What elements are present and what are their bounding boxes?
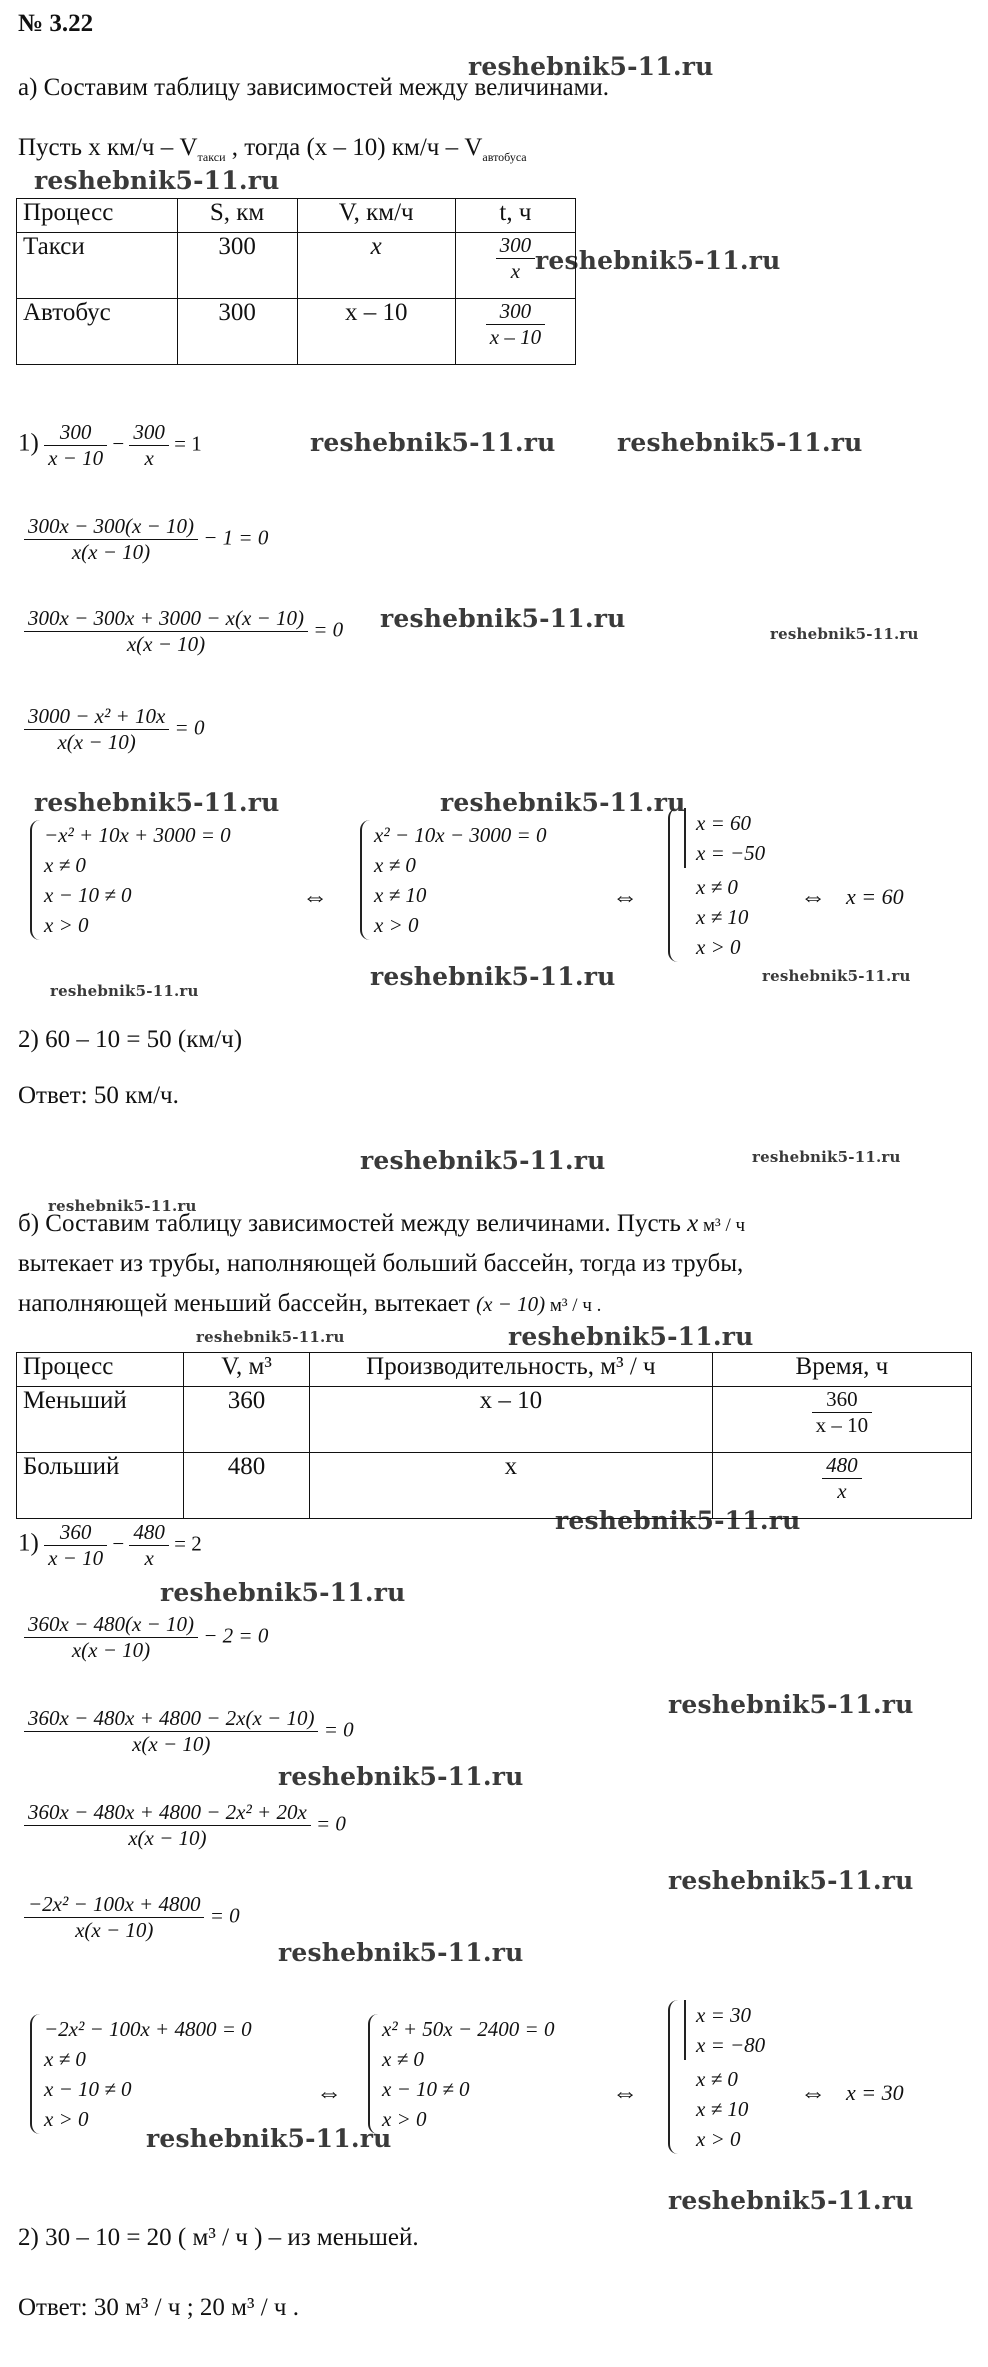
table-cell: $\frac{360}{x - 10}$ (712, 1387, 971, 1453)
watermark: reshebnik5-11.ru (34, 166, 280, 195)
table-header: V, м³ (184, 1353, 310, 1387)
table-header: t, ч (455, 199, 575, 233)
problem-number: № 3.22 (18, 10, 94, 37)
result: x = 60 (846, 884, 904, 909)
watermark: reshebnik5-11.ru (668, 1866, 914, 1895)
watermark: reshebnik5-11.ru (380, 604, 626, 633)
watermark: reshebnik5-11.ru (468, 52, 714, 81)
part-b-intro: вытекает из трубы, наполняющей больший бассейн, тогда из трубы, (18, 1250, 744, 1277)
watermark: reshebnik5-11.ru (770, 625, 919, 643)
table-cell: x – 10 (310, 1387, 713, 1453)
watermark: reshebnik5-11.ru (34, 788, 280, 817)
table-cell: Такси (17, 233, 178, 299)
table-header: Процесс (17, 199, 178, 233)
watermark: reshebnik5-11.ru (762, 967, 911, 985)
table-header: Процесс (17, 1353, 184, 1387)
result: x = 30 (846, 2080, 904, 2105)
table-header: Производительность, м³ / ч (310, 1353, 713, 1387)
watermark: reshebnik5-11.ru (668, 2186, 914, 2215)
table-cell: x – 10 (297, 299, 455, 365)
watermark: reshebnik5-11.ru (196, 1328, 345, 1346)
part-a-let: Пусть x $км/ч - V_{такси}$ , тогда (x – 10) $км/ч - V_{автобуса}$ (18, 134, 527, 164)
equivalence-symbol: ⇔ (316, 2078, 342, 2107)
equation: $\frac{360x - 480(x - 10)}{x(x - 10)}$ − 2 = 0 (24, 1612, 268, 1663)
table-cell: 300 (177, 233, 297, 299)
answer: Ответ: 50 км/ч. (18, 1082, 179, 1109)
watermark: reshebnik5-11.ru (370, 962, 616, 991)
table-row (17, 1387, 972, 1453)
equation: $\frac{\text{360x − 480x + 4800 − 2x² + 20x}}{x(x - 10)}$ = 0 (24, 1800, 346, 1851)
equation: 1) $\frac{300}{x - 10}$ − $\frac{300}{x}$ = 1 (18, 420, 202, 471)
equation-system: x² − 10x − 3000 = 0 x ≠ 0 x ≠ 10 x > 0 (360, 820, 546, 940)
table-cell: Автобус (17, 299, 178, 365)
table-cell: $\frac{480}{x}$ (712, 1453, 971, 1519)
answer: Ответ: 30 м³ / ч ; 20 м³ / ч . (18, 2294, 299, 2321)
equivalence-symbol: ⇔ (800, 2078, 826, 2107)
watermark: reshebnik5-11.ru (48, 1197, 197, 1215)
part-b-intro: наполняющей меньший бассейн, вытекает (x − 10) м³ / ч . (18, 1290, 602, 1317)
table-header: S, км (177, 199, 297, 233)
equation: $\frac{\text{3000 − x² + 10x}}{x(x - 10)}$ = 0 (24, 704, 204, 755)
table-cell: $\frac{300}{x - 10}$ (455, 299, 575, 365)
watermark: reshebnik5-11.ru (160, 1578, 406, 1607)
table-header: Время, ч (712, 1353, 971, 1387)
equation-system: x = 60 x = −50 x ≠ 0 x ≠ 10 x > 0 (668, 808, 765, 962)
table-cell: x (297, 233, 455, 299)
equation: $\frac{\text{−2x² − 100x + 4800}}{x(x - 10)}$ = 0 (24, 1892, 240, 1943)
equation-system: −2x² − 100x + 4800 = 0 x ≠ 0 x − 10 ≠ 0 x > 0 (30, 2014, 252, 2134)
table-row (17, 233, 576, 299)
table-cell: x (310, 1453, 713, 1519)
equivalence-symbol: ⇔ (302, 882, 328, 911)
equation-system: x² + 50x − 2400 = 0 x ≠ 0 x − 10 ≠ 0 x > 0 (368, 2014, 554, 2134)
table-a (16, 198, 576, 365)
watermark: reshebnik5-11.ru (508, 1322, 754, 1351)
equation: 1) $\frac{360}{x - 10}$ − $\frac{480}{x}$ = 2 (18, 1520, 202, 1571)
watermark: reshebnik5-11.ru (278, 1762, 524, 1791)
watermark: reshebnik5-11.ru (617, 428, 863, 457)
watermark: reshebnik5-11.ru (360, 1146, 606, 1175)
table-cell: 300 (177, 299, 297, 365)
table-b (16, 1352, 972, 1519)
step-2: 2) 60 – 10 = 50 (км/ч) (18, 1026, 243, 1053)
table-cell: Меньший (17, 1387, 184, 1453)
part-a-intro: а) Составим таблицу зависимостей между величинами. (18, 74, 610, 101)
equation-system: x = 30 x = −80 x ≠ 0 x ≠ 10 x > 0 (668, 2000, 765, 2154)
watermark: reshebnik5-11.ru (752, 1148, 901, 1166)
watermark: reshebnik5-11.ru (310, 428, 556, 457)
equivalence-symbol: ⇔ (612, 2078, 638, 2107)
table-cell: 360 (184, 1387, 310, 1453)
table-row (17, 299, 576, 365)
equation: $\frac{360x - 480x + 4800 - 2x(x - 10)}{x(x - 10)}$ = 0 (24, 1706, 354, 1757)
equivalence-symbol: ⇔ (800, 882, 826, 911)
step-2: 2) 30 – 10 = 20 ( м³ / ч ) – из меньшей. (18, 2224, 419, 2251)
equation: $\frac{300x - 300(x - 10)}{x(x - 10)}$ − 1 = 0 (24, 514, 268, 565)
watermark: reshebnik5-11.ru (440, 788, 686, 817)
table-cell: 480 (184, 1453, 310, 1519)
table-cell: Больший (17, 1453, 184, 1519)
watermark: reshebnik5-11.ru (278, 1938, 524, 1967)
equation-system: −x² + 10x + 3000 = 0 x ≠ 0 x − 10 ≠ 0 x > 0 (30, 820, 231, 940)
part-b-intro: б) Составим таблицу зависимостей между величинами. Пусть x м³ / ч (18, 1210, 746, 1237)
watermark: reshebnik5-11.ru (146, 2124, 392, 2153)
watermark: reshebnik5-11.ru (535, 246, 781, 275)
watermark: reshebnik5-11.ru (668, 1690, 914, 1719)
watermark: reshebnik5-11.ru (50, 982, 199, 1000)
table-header: V, км/ч (297, 199, 455, 233)
table-row (17, 1453, 972, 1519)
equivalence-symbol: ⇔ (612, 882, 638, 911)
watermark: reshebnik5-11.ru (555, 1506, 801, 1535)
equation: $\frac{300x - 300x + 3000 - x(x - 10)}{x(x - 10)}$ = 0 (24, 606, 343, 657)
table-cell: $\frac{300}{x}$ (455, 233, 575, 299)
